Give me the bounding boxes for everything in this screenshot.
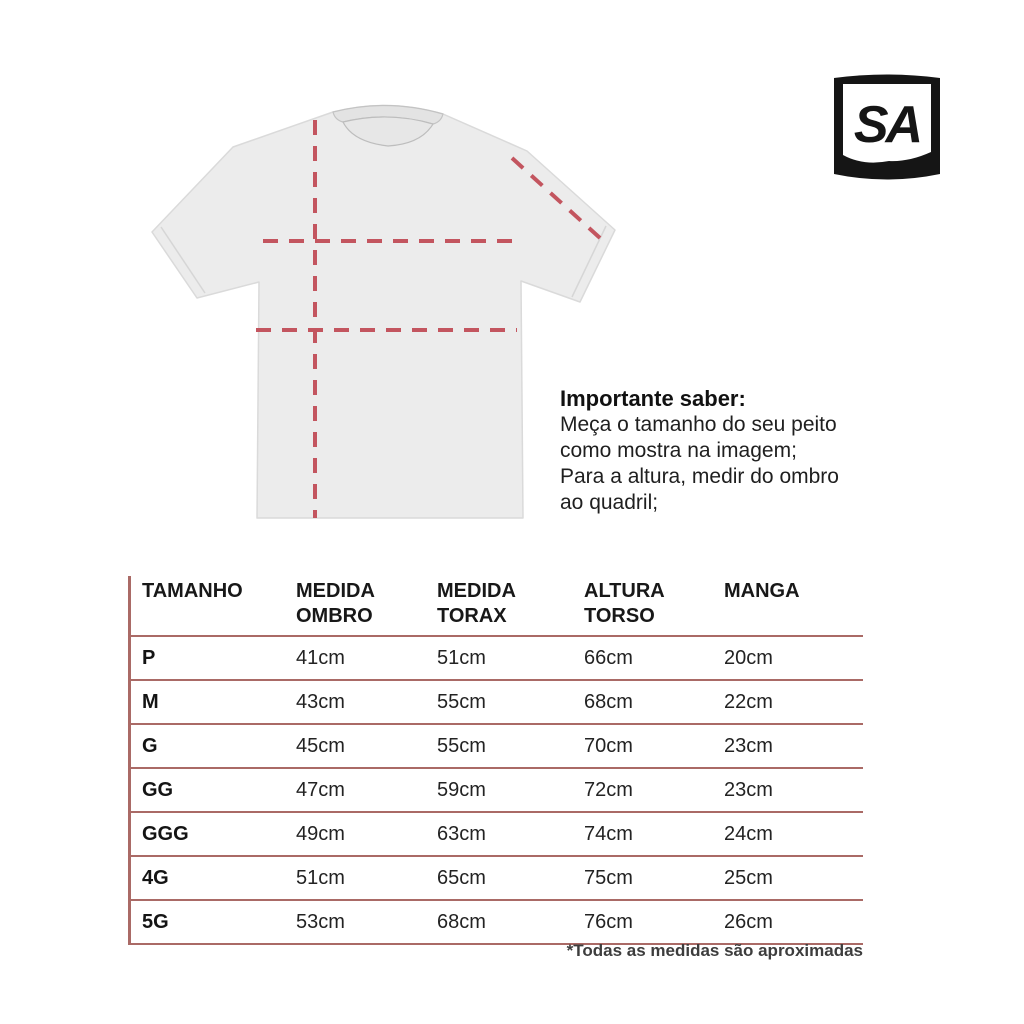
measure-value: 66cm [584, 647, 633, 669]
column-header-manga [719, 576, 860, 635]
size-label: 4G [142, 867, 169, 889]
measure-value: 68cm [584, 691, 633, 713]
size-label: P [142, 647, 156, 669]
measure-value: 59cm [437, 779, 486, 801]
measure-value: 65cm [437, 867, 486, 889]
column-header-tamanho [131, 576, 291, 635]
size-label: GGG [142, 823, 189, 845]
measure-value: 47cm [296, 779, 345, 801]
measure-value: 55cm [437, 735, 486, 757]
header-line: OMBRO [296, 605, 373, 627]
measure-value: 23cm [724, 779, 773, 801]
size-row-4g [131, 857, 863, 901]
size-table [128, 576, 863, 945]
header-line: MANGA [724, 580, 800, 602]
size-table-header [131, 576, 863, 637]
size-row-ggg [131, 813, 863, 857]
measure-value: 68cm [437, 911, 486, 933]
measure-value: 43cm [296, 691, 345, 713]
column-header-altura-torso [579, 576, 719, 635]
measure-value: 55cm [437, 691, 486, 713]
measure-value: 41cm [296, 647, 345, 669]
header-line: TORAX [437, 605, 507, 627]
measure-value: 63cm [437, 823, 486, 845]
size-row-5g [131, 901, 863, 945]
measure-value: 72cm [584, 779, 633, 801]
size-row-m [131, 681, 863, 725]
header-line: MEDIDA [296, 580, 375, 602]
info-title: Importante saber: [560, 386, 746, 411]
size-table-body [131, 637, 863, 945]
measure-value: 76cm [584, 911, 633, 933]
size-label: G [142, 735, 158, 757]
column-header-medida-ombro [291, 576, 435, 635]
tshirt-body [152, 105, 615, 518]
header-line: TAMANHO [142, 580, 243, 602]
measure-value: 53cm [296, 911, 345, 933]
size-row-g [131, 725, 863, 769]
measure-value: 70cm [584, 735, 633, 757]
header-line: TORSO [584, 605, 655, 627]
measure-value: 49cm [296, 823, 345, 845]
measure-value: 25cm [724, 867, 773, 889]
measure-value: 45cm [296, 735, 345, 757]
column-header-medida-torax [435, 576, 579, 635]
brand-logo [829, 68, 945, 184]
measure-value: 75cm [584, 867, 633, 889]
brand-logo-text: SA [853, 96, 921, 154]
info-line: Para a altura, medir do ombro [560, 465, 839, 488]
info-block [560, 386, 920, 516]
measure-value: 24cm [724, 823, 773, 845]
info-line: como mostra na imagem; [560, 439, 797, 462]
measure-value: 23cm [724, 735, 773, 757]
measure-value: 74cm [584, 823, 633, 845]
measure-value: 20cm [724, 647, 773, 669]
info-line: ao quadril; [560, 491, 659, 514]
header-line: ALTURA [584, 580, 665, 602]
header-line: MEDIDA [437, 580, 516, 602]
measure-value: 26cm [724, 911, 773, 933]
size-label: M [142, 691, 159, 713]
measure-value: 22cm [724, 691, 773, 713]
footnote: *Todas as medidas são aproximadas [566, 941, 863, 960]
measure-value: 51cm [437, 647, 486, 669]
info-line: Meça o tamanho do seu peito [560, 413, 837, 436]
size-label: GG [142, 779, 174, 801]
size-row-gg [131, 769, 863, 813]
size-row-p [131, 637, 863, 681]
measure-value: 51cm [296, 867, 345, 889]
size-label: 5G [142, 911, 169, 933]
